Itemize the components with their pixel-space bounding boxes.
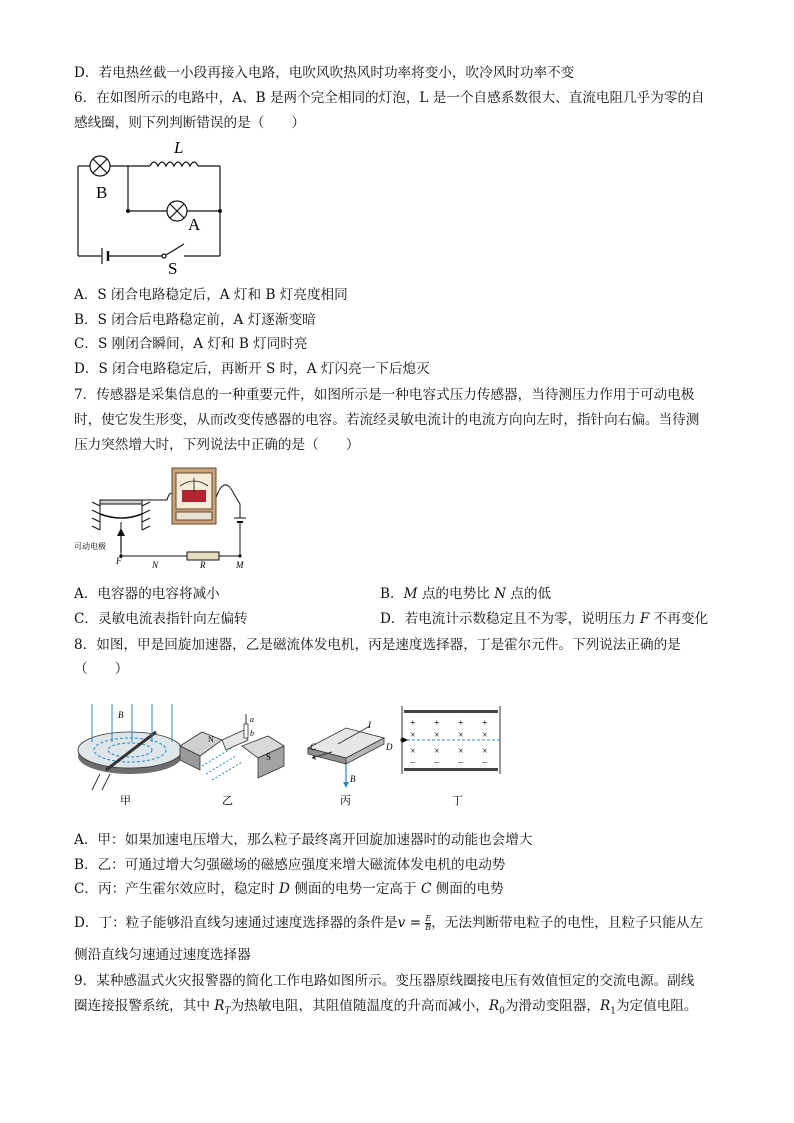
hall-element-figure: [308, 720, 393, 807]
minus-sign: −: [434, 758, 440, 769]
q6-label-b: B: [96, 183, 108, 202]
q6-circuit-diagram: [70, 136, 240, 280]
fraction-e-over-b: $\frac{E}{B}$: [425, 914, 432, 932]
q8-option-c: C．丙：产生霍尔效应时，稳定时 D 侧面的电势一定高于 C 侧面的电势: [74, 881, 504, 897]
minus-sign: −: [482, 758, 488, 769]
q8-label-a: a: [250, 715, 254, 724]
velocity-selector-figure: [400, 706, 500, 807]
q8-option-d: D．丁：粒子能够沿直线匀速通过速度选择器的条件是v = $\frac{E}{B}$ ，无法判断带电粒子的电性，且粒子只能从左: [74, 914, 704, 932]
mhd-generator-figure: [180, 714, 284, 807]
q8-label-bing: 丙: [340, 795, 351, 807]
q7-sensor-diagram: [72, 464, 252, 574]
cross-sign: ×: [482, 746, 488, 757]
q6-option-d: D．S 闭合电路稳定后，再断开 S 时，A 灯闪亮一下后熄灭: [74, 361, 430, 377]
cross-sign: ×: [458, 730, 464, 741]
q7-stem-line3: 压力突然增大时，下列说法中正确的是（ ）: [74, 437, 360, 453]
q8-option-d-line2: 侧沿直线匀速通过速度选择器: [74, 947, 251, 963]
q7-option-c: C．灵敏电流表指针向左偏转: [74, 611, 248, 627]
q8-stem-line1: 8．如图，甲是回旋加速器，乙是磁流体发电机，丙是速度选择器，丁是霍尔元件。下列说法正确的是: [74, 637, 681, 653]
minus-sign: −: [410, 758, 416, 769]
q7-stem-line2: 时，使它发生形变，从而改变传感器的电容。若流经灵敏电流计的电流方向向左时，指针向右偏。当待测: [74, 412, 700, 428]
q9-stem-line2: 圈连接报警系统，其中 $R_T$为热敏电阻，其阻值随温度的升高而减小，$R_0$为滑动变阻器，$R_1$为定值电阻。: [74, 998, 698, 1017]
q8-label-i: I: [368, 720, 371, 730]
q8-label-jia: 甲: [120, 795, 131, 807]
q6-label-l: L: [174, 138, 184, 157]
q8-option-a: A．甲：如果加速电压增大，那么粒子最终离开回旋加速器时的动能也会增大: [74, 832, 533, 848]
q7-stem-line1: 7．传感器是采集信息的一种重要元件，如图所示是一种电容式压力传感器，当待测压力作用于可动电极: [74, 387, 695, 403]
cyclotron-figure: [78, 704, 182, 807]
q6-stem-line1: 6．在如图所示的电路中，A、B 是两个完全相同的灯泡，L 是一个自感系数很大、直流电阻几乎为零的自: [74, 90, 705, 106]
cross-sign: ×: [410, 746, 416, 757]
q8-label-s: S: [266, 752, 272, 762]
q7-label-m: M: [236, 560, 244, 570]
q5-option-d: D．若电热丝截一小段再接入电路，电吹风吹热风时功率将变小，吹冷风时功率不变: [74, 65, 575, 81]
cross-sign: ×: [434, 730, 440, 741]
q8-label-b3: B: [350, 774, 356, 784]
q8-label-c: C: [310, 742, 317, 752]
q6-option-b: B．S 闭合后电路稳定前，A 灯逐渐变暗: [74, 312, 316, 328]
q8-stem-line2: （ ）: [74, 661, 129, 677]
q7-option-a: A．电容器的电容将减小: [74, 586, 220, 602]
q8-label-ding: 丁: [452, 795, 463, 807]
q6-label-a: A: [188, 215, 201, 234]
q8-diagrams: [72, 700, 512, 808]
q7-label-electrode: 可动电极: [74, 542, 106, 551]
q6-stem-line2: 感线圈，则下列判断错误的是（ ）: [74, 115, 306, 131]
plus-sign: +: [458, 718, 464, 729]
q7-option-d: D．若电流计示数稳定且不为零，说明压力 F 不再变化: [380, 611, 709, 627]
q8-label-yi: 乙: [222, 795, 233, 807]
cross-sign: ×: [410, 730, 416, 741]
cross-sign: ×: [482, 730, 488, 741]
q7-label-f: F: [116, 556, 122, 566]
q7-label-r: R: [200, 560, 206, 570]
q6-option-c: C．S 刚闭合瞬间，A 灯和 B 灯同时亮: [74, 336, 308, 352]
plus-sign: +: [482, 718, 488, 729]
q8-label-b: b: [250, 729, 254, 738]
plus-sign: +: [434, 718, 440, 729]
q6-option-a: A．S 闭合电路稳定后，A 灯和 B 灯亮度相同: [74, 287, 348, 303]
q8-label-b1: B: [118, 710, 124, 720]
plus-sign: +: [410, 718, 416, 729]
q8-label-d: D: [386, 742, 393, 752]
q9-stem-line1: 9．某种感温式火灾报警器的简化工作电路如图所示。变压器原线圈接电压有效值恒定的交流电源。副线: [74, 973, 695, 989]
q6-label-s: S: [168, 259, 178, 278]
minus-sign: −: [458, 758, 464, 769]
q7-option-b: B．M 点的电势比 N 点的低: [380, 586, 552, 602]
q8-label-n: N: [208, 735, 214, 744]
q7-label-n: N: [152, 560, 159, 570]
q8-option-b: B．乙：可通过增大匀强磁场的磁感应强度来增大磁流体发电机的电动势: [74, 857, 506, 873]
cross-sign: ×: [434, 746, 440, 757]
cross-sign: ×: [458, 746, 464, 757]
